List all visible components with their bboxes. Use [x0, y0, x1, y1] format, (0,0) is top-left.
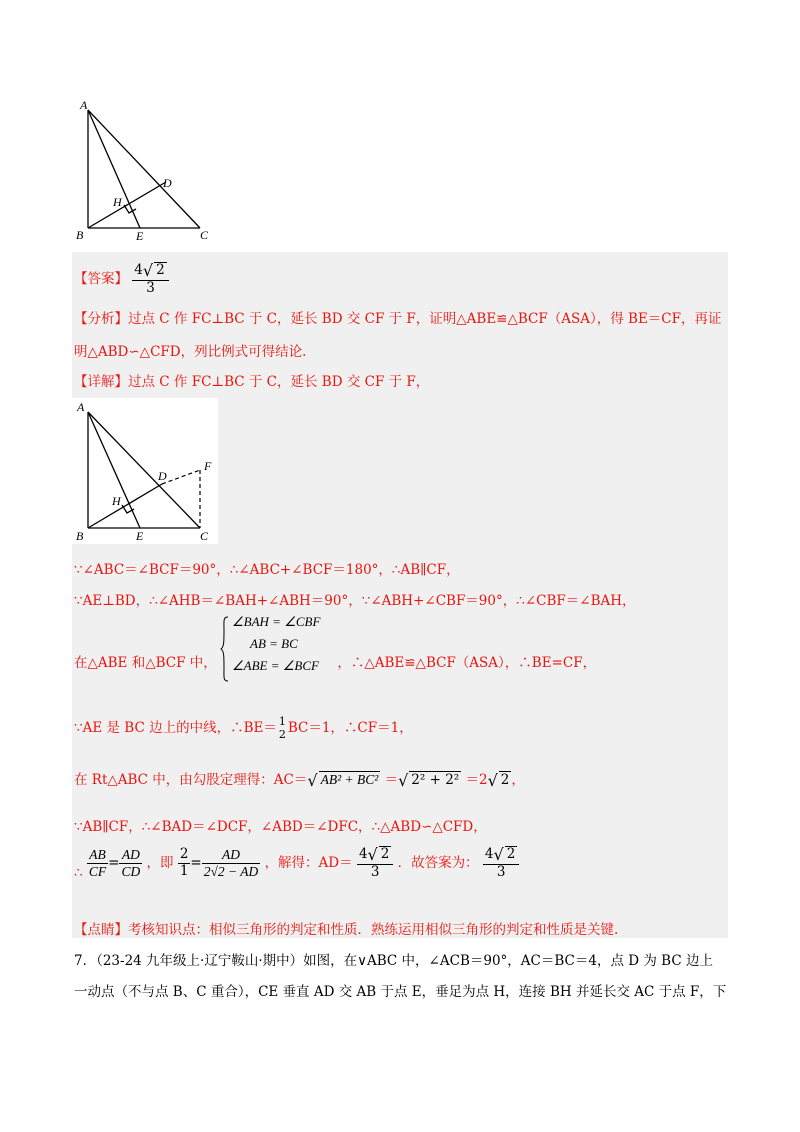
detail-intro: 【详解】过点 C 作 FC⊥BC 于 C，延长 BD 交 CF 于 F， — [74, 374, 430, 390]
geometry-figure-1 — [72, 96, 232, 246]
detail-line-1: ∵∠ABC＝∠BCF＝90°，∴∠ABC+∠BCF＝180°，∴AB∥CF， — [74, 562, 460, 578]
problem-7-line-1: 7．（23-24 九年级上·辽宁鞍山·期中）如图，在∨ABC 中，∠ACB＝90°，AC＝BC＝4，点 D 为 BC 边上 — [74, 953, 713, 969]
detail-line-7: ∴ $\frac{AB}{CF}$ = $\frac{AD}{CD}$ ，即 $\frac{2}{1}$ = $\frac{AD}{2√2 - AD}$ ，解得：AD＝ $\frac{4√ 2}{3}$ ．故答案为： $\frac{4√ 2}{3}$ — [74, 846, 519, 881]
label-D: D — [158, 469, 167, 483]
geometry-figure-2 — [72, 398, 218, 544]
label-A: A — [77, 400, 85, 414]
label-H: H — [113, 195, 122, 209]
answer-line: 【答案】 $\frac{4√ 2}{3}$ — [74, 262, 169, 297]
label-E: E — [136, 529, 144, 543]
detail-line-4: ∵AE 是 BC 边上的中线，∴BE＝ 1 2 BC＝1，∴CF＝1， — [74, 715, 413, 741]
label-D: D — [163, 176, 172, 190]
detail-line-2: ∵AE⊥BD，∴∠AHB＝∠BAH+∠ABH＝90°，∵∠ABH+∠CBF＝90°，∴∠CBF＝∠BAH， — [74, 593, 636, 609]
comment-line: 【点睛】考核知识点：相似三角形的判定和性质．熟练运用相似三角形的判定和性质是关键. — [74, 922, 619, 938]
problem-7-line-2: 一动点（不与点 B、C 重合），CE 垂直 AD 交 AB 于点 E，垂足为点 H，连接 BH 并延长交 AC 于点 F，下 — [74, 984, 727, 1000]
analysis-line-1: 【分析】过点 C 作 FC⊥BC 于 C，延长 BD 交 CF 于 F，证明△ABE≌△BCF（ASA），得 BE＝CF，再证 — [74, 311, 722, 327]
label-C: C — [200, 228, 209, 242]
label-E: E — [136, 229, 144, 243]
label-B: B — [76, 529, 84, 543]
detail-line-6: ∵AB∥CF，∴∠BAD＝∠DCF，∠ABD＝∠DFC，∴△ABD∽△CFD， — [74, 819, 487, 835]
analysis-line-2: 明△ABD∽△CFD，列比例式可得结论. — [74, 344, 307, 360]
label-F: F — [204, 459, 212, 473]
label-A: A — [80, 98, 88, 112]
detail-line-5: 在 Rt△ABC 中，由勾股定理得：AC＝√ AB² + BC² ＝√ 2² + 2² ＝2√ 2 ， — [74, 771, 525, 790]
detail-line-3: 在△ABE 和△BCF 中， ，∴△ABE≌△BCF（ASA），∴BE=CF， — [74, 655, 597, 671]
label-C: C — [200, 529, 209, 543]
label-B: B — [76, 228, 84, 242]
label-H: H — [112, 494, 121, 508]
